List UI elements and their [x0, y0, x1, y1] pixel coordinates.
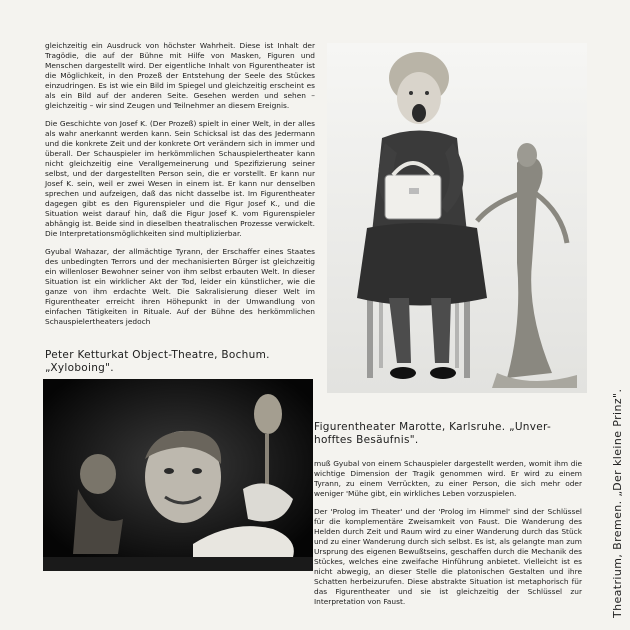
photo-caption-left [45, 349, 315, 374]
paragraph: Die Geschichte von Josef K. (Der Prozeß) spielt in einer Welt, in der alles als wahr anerkannt werden kann. Sein Schicksal ist das des Jedermann und die konkrete Zeit und der konkrete Ort verändern sich in immer und überall. Der Schauspieler im herkömmlichen Schauspielertheater kann nicht gleichzeitig eine Verallgemeinerung und Spezifizierung seiner selbst, und der dargestellten Person sein, die er vorstellt. Er kann nur Josef K. sein, weil er zwei Wesen in einem ist. Er kann nur denselben sprechen und aufzeigen, daß das nicht dasselbe ist. Im Figurentheater dagegen gibt es den Figurenspieler und die Figur Josef K., und die Situation weist darauf hin, daß die Figur Josef K. vom Figurenspieler abhängig ist. Beide sind in dieselben theatralischen Prozesse verwickelt. Die Interpretationsmöglichkeiten sind multiplizierbar. [45, 119, 315, 238]
left-text-column [45, 41, 315, 335]
paragraph: Gyubal Wahazar, der allmächtige Tyrann, der Erschaffer eines Staates des unbedingten Terrors und der mechanisierten Bürger ist gleichzeitig ein willenloser Bewohner seiner von ihm selbst erbauten Welt. In dieser Situation ist ein wirklicher Akt der Tod, leider ein künstlicher, wie die ganze von ihm erdachte Welt. Die Sakralisierung dieser Welt im Figurentheater erreicht ihren Höhepunkt in der Umwandlung von einfachen Tätigkeiten in Rituale. Auf der Bühne des herkömmlichen Schauspielertheaters jedoch [45, 247, 315, 326]
paragraph: muß Gyubal von einem Schauspieler dargestellt werden, womit ihm die wichtige Dimension der Tragik genommen wird. Er wird zu einem Tyrann, zu einem Verrückten, zu einer Person, die sich mehr oder weniger 'Mühe gibt, ein wirkliches Leben vorzuspielen. [314, 459, 582, 498]
photo-caption-right [314, 421, 582, 446]
right-text-column [314, 459, 582, 615]
caption-line: „Xyloboing". [45, 361, 114, 374]
caption-line: Peter Ketturkat Object-Theatre, Bochum. [45, 349, 270, 361]
caption-line: hofftes Besäufnis". [314, 433, 419, 446]
paragraph: gleichzeitig ein Ausdruck von höchster Wahrheit. Diese ist Inhalt der Tragödie, die auf der Bühne mit Hilfe von Masken, Figuren und Menschen dargestellt wird. Der eigentliche Inhalt von Figurentheater ist die Möglichkeit, in den Prozeß der Entstehung der Seele des Stückes einzudringen. Es ist wie ein Bild im Spiegel und gleichzeitig erscheint es als ein Bild auf der anderen Seite. Gesehen werden und sehen – gleichzeitig – wir sind Zeugen und Teilnehmer an diesem Ereignis. [45, 41, 315, 110]
woman-with-handbag-and-puppet-photo [327, 43, 587, 393]
caption-line: Figurentheater Marotte, Karlsruhe. „Unver- [314, 421, 552, 433]
man-with-puppets-photo [43, 379, 313, 571]
side-caption: Theatrium, Bremen. „Der kleine Prinz". [611, 388, 624, 618]
paragraph: Der 'Prolog im Theater' und der 'Prolog im Himmel' sind der Schlüssel für die komplementäre Zweisamkeit von Faust. Die Wanderung des Helden durch Zeit und Raum wird zu einer Wanderung durch das Stück und zu einer Wanderung durch sich selbst. Es ist, als gelangte man zum Ursprung des eigenen Bewußtseins, geschaffen durch die Mechanik des Stückes, welches eine zweifache Hinführung anbietet. Vielleicht ist es nicht abwegig, an dieser Stelle die platonischen Gestalten und ihre Schatten herbeizurufen. Diese abstrakte Situation ist metaphorisch für das Figurentheater und sie ist gleichzeitig der Schlüssel zur Interpretation von Faust. [314, 507, 582, 606]
